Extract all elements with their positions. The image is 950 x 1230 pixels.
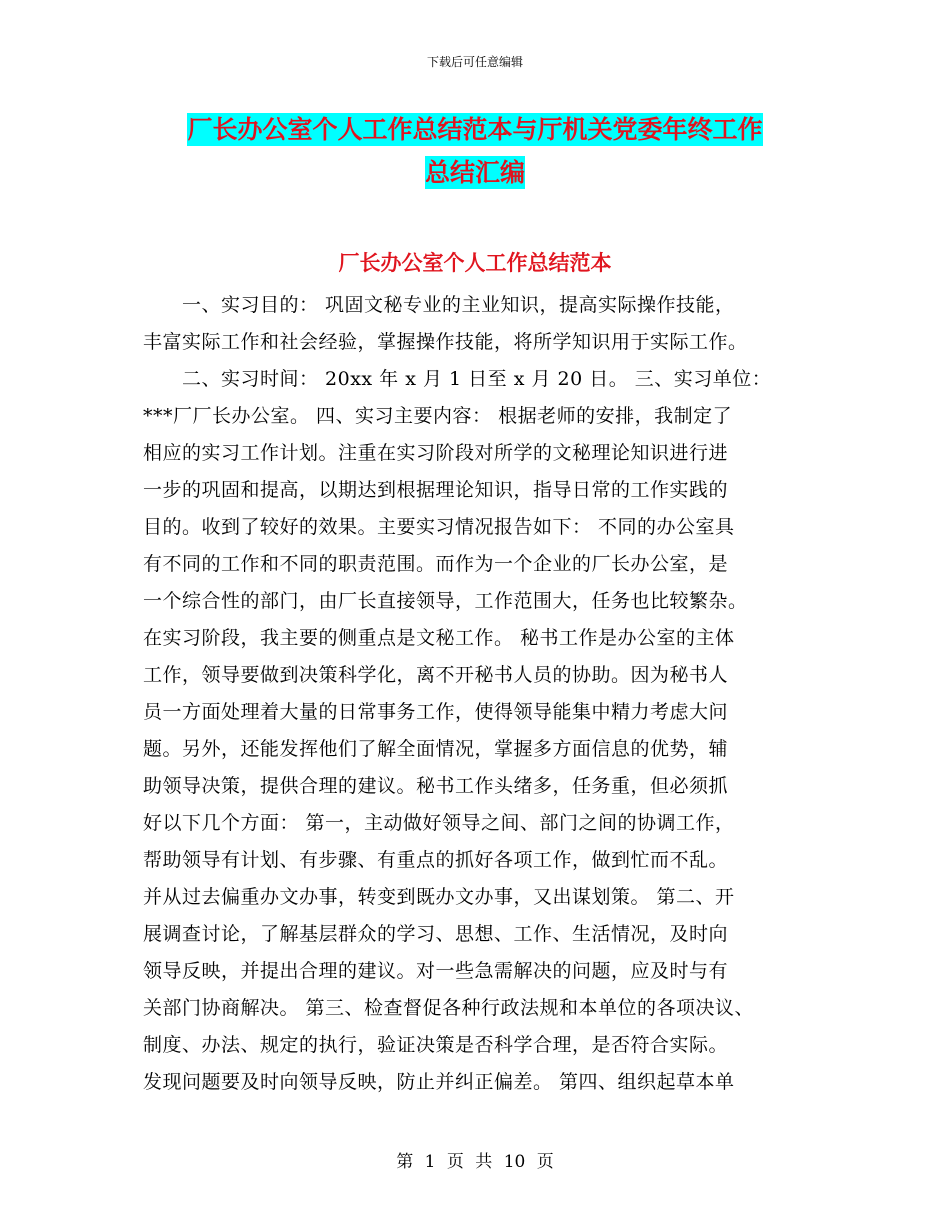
page-footer: 第 1 页 共 10 页 bbox=[396, 1152, 554, 1172]
text-line: 关部门协商解决。 第三、检查督促各种行政法规和本单位的各项决议、 bbox=[143, 997, 755, 1019]
text-line: 领导反映，并提出合理的建议。对一些急需解决的问题，应及时与有 bbox=[143, 960, 729, 982]
text-line: 好以下几个方面： 第一，主动做好领导之间、部门之间的协调工作， bbox=[143, 812, 735, 834]
text-line: 并从过去偏重办文办事，转变到既办文办事，又出谋划策。 第二、开 bbox=[143, 886, 735, 908]
text-line: 发现问题要及时向领导反映，防止并纠正偏差。 第四、组织起草本单 bbox=[143, 1071, 735, 1093]
text-line: 工作，领导要做到决策科学化，离不开秘书人员的协助。因为秘书人 bbox=[143, 664, 729, 686]
text-line: 有不同的工作和不同的职责范围。而作为一个企业的厂长办公室，是 bbox=[143, 553, 729, 575]
text-line: 题。另外，还能发挥他们了解全面情况，掌握多方面信息的优势，辅 bbox=[143, 738, 729, 760]
section-title: 厂长办公室个人工作总结范本 bbox=[338, 250, 612, 275]
header-note: 下载后可任意编辑 bbox=[426, 55, 523, 69]
text-line: 相应的实习工作计划。注重在实习阶段对所学的文秘理论知识进行进 bbox=[143, 442, 729, 464]
text-line: 一步的巩固和提高，以期达到根据理论知识，指导日常的工作实践的 bbox=[143, 479, 729, 501]
text-line: 员一方面处理着大量的日常事务工作，使得领导能集中精力考虑大问 bbox=[143, 701, 729, 723]
text-line: 展调查讨论，了解基层群众的学习、思想、工作、生活情况，及时向 bbox=[143, 923, 729, 945]
text-line: ***厂厂长办公室。 四、实习主要内容： 根据老师的安排，我制定了 bbox=[143, 405, 733, 427]
text-line: 制度、办法、规定的执行，验证决策是否科学合理，是否符合实际。 bbox=[143, 1034, 729, 1056]
text-line: 一、实习目的： 巩固文秘专业的主业知识，提高实际操作技能， bbox=[143, 294, 735, 316]
title-highlight-1: 厂长办公室个人工作总结范本与厅机关党委年终工作 bbox=[187, 115, 763, 144]
text-line: 帮助领导有计划、有步骤、有重点的抓好各项工作，做到忙而不乱。 bbox=[143, 849, 729, 871]
text-line: 助领导决策，提供合理的建议。秘书工作头绪多，任务重，但必须抓 bbox=[143, 775, 729, 797]
body-text bbox=[143, 287, 823, 1101]
text-line: 一个综合性的部门，由厂长直接领导，工作范围大，任务也比较繁杂。 bbox=[143, 590, 748, 612]
text-line: 丰富实际工作和社会经验，掌握操作技能，将所学知识用于实际工作。 bbox=[143, 331, 748, 353]
document-title-line-2 bbox=[0, 155, 950, 191]
text-line: 目的。收到了较好的效果。主要实习情况报告如下： 不同的办公室具 bbox=[143, 516, 735, 538]
text-line: 二、实习时间： 20xx 年 x 月 1 日至 x 月 20 日。 三、实习单位： bbox=[143, 368, 772, 390]
title-highlight-2: 总结汇编 bbox=[424, 158, 525, 187]
document-title-line-1 bbox=[0, 112, 950, 148]
text-line: 在实习阶段，我主要的侧重点是文秘工作。 秘书工作是办公室的主体 bbox=[143, 627, 735, 649]
